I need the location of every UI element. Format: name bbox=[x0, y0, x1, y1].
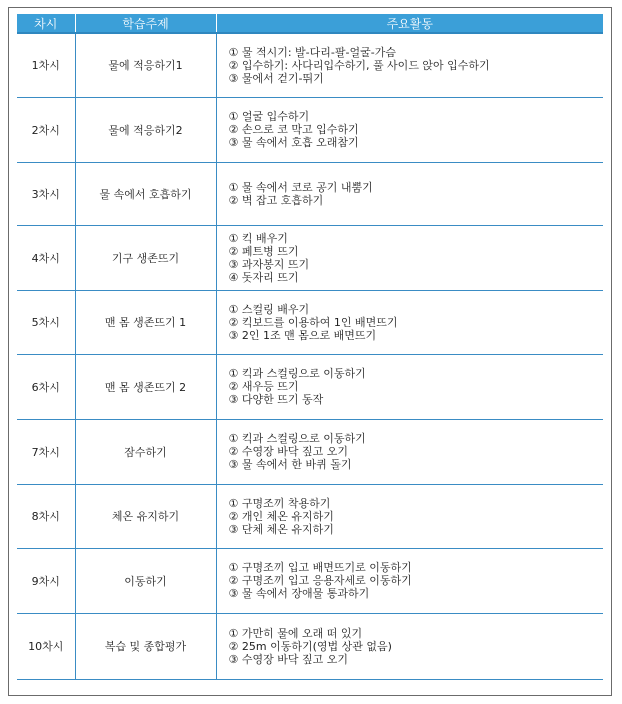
activities-cell bbox=[216, 33, 603, 97]
topic-cell: 맨 몸 생존뜨기 1 bbox=[75, 290, 216, 354]
topic-cell: 물 속에서 호흡하기 bbox=[75, 162, 216, 225]
activity-item: ③ 물 속에서 호흡 오래참기 bbox=[228, 136, 359, 149]
activity-item: ② 개인 체온 유지하기 bbox=[228, 509, 334, 523]
topic-cell: 잠수하기 bbox=[75, 419, 216, 484]
topic-cell: 물에 적응하기2 bbox=[75, 97, 216, 162]
topic-cell: 맨 몸 생존뜨기 2 bbox=[75, 354, 216, 419]
activity-item: ① 킥과 스컬링으로 이동하기 bbox=[228, 367, 366, 380]
topic-cell: 기구 생존뜨기 bbox=[75, 225, 216, 290]
activity-item: ① 얼굴 입수하기 bbox=[228, 110, 310, 123]
session-cell: 7차시 bbox=[17, 419, 75, 484]
table-row bbox=[17, 354, 603, 419]
activity-item: ② 벽 잡고 호흡하기 bbox=[228, 193, 324, 207]
activity-item: ② 킥보드를 이용하여 1인 배면뜨기 bbox=[228, 315, 398, 329]
session-cell: 2차시 bbox=[17, 97, 75, 162]
table-row bbox=[17, 97, 603, 162]
topic-cell: 복습 및 종합평가 bbox=[75, 613, 216, 679]
header-session: 차시 bbox=[17, 14, 75, 33]
topic-cell: 체온 유지하기 bbox=[75, 484, 216, 548]
table-row bbox=[17, 484, 603, 548]
activity-item: ③ 과자봉지 뜨기 bbox=[228, 257, 310, 271]
activity-item: ② 수영장 바닥 짚고 오기 bbox=[228, 445, 348, 458]
table-row bbox=[17, 33, 603, 97]
activity-item: ③ 물 속에서 장애물 통과하기 bbox=[228, 587, 370, 600]
activity-item: ② 구명조끼 입고 응용자세로 이동하기 bbox=[228, 574, 412, 587]
activities-cell bbox=[216, 419, 603, 484]
session-cell: 3차시 bbox=[17, 162, 75, 225]
header-activities: 주요활동 bbox=[216, 14, 603, 33]
activity-item: ① 물 속에서 코로 공기 내뿜기 bbox=[228, 180, 373, 194]
table-row bbox=[17, 419, 603, 484]
activity-item: ② 새우등 뜨기 bbox=[228, 380, 299, 393]
swim-lesson-schedule-table bbox=[17, 14, 603, 680]
activities-cell bbox=[216, 484, 603, 548]
activities-cell bbox=[216, 290, 603, 354]
activity-item: ② 25m 이동하기(영법 상관 없음) bbox=[228, 639, 392, 653]
activity-item: ① 물 적시기: 발-다리-팔-얼굴-가슴 bbox=[228, 45, 396, 59]
session-cell: 4차시 bbox=[17, 225, 75, 290]
activities-cell bbox=[216, 613, 603, 679]
activity-item: ③ 수영장 바닥 짚고 오기 bbox=[228, 652, 348, 666]
activity-item: ③ 물 속에서 한 바퀴 돌기 bbox=[228, 458, 352, 471]
activity-item: ② 페트병 뜨기 bbox=[228, 244, 299, 258]
activity-item: ① 구명조끼 착용하기 bbox=[228, 496, 331, 510]
activity-item: ③ 단체 체온 유지하기 bbox=[228, 522, 334, 536]
activity-item: ② 손으로 코 막고 입수하기 bbox=[228, 123, 359, 136]
topic-cell: 물에 적응하기1 bbox=[75, 33, 216, 97]
session-cell: 8차시 bbox=[17, 484, 75, 548]
session-cell: 9차시 bbox=[17, 548, 75, 613]
activities-cell bbox=[216, 225, 603, 290]
topic-cell: 이동하기 bbox=[75, 548, 216, 613]
activity-item: ① 가만히 물에 오래 떠 있기 bbox=[228, 626, 363, 640]
activity-item: ① 킥 배우기 bbox=[228, 231, 288, 245]
activity-item: ① 구명조끼 입고 배면뜨기로 이동하기 bbox=[228, 561, 412, 574]
session-cell: 10차시 bbox=[17, 613, 75, 679]
activities-cell bbox=[216, 97, 603, 162]
table-row bbox=[17, 613, 603, 679]
activity-item: ③ 2인 1조 맨 몸으로 배면뜨기 bbox=[228, 328, 377, 342]
session-cell: 1차시 bbox=[17, 33, 75, 97]
activities-cell bbox=[216, 162, 603, 225]
activity-item: ③ 물에서 걷기-뛰기 bbox=[228, 71, 324, 85]
activity-item: ① 킥과 스컬링으로 이동하기 bbox=[228, 432, 366, 445]
activity-item: ② 입수하기: 사다리입수하기, 풀 사이드 앉아 입수하기 bbox=[228, 58, 490, 72]
table-row bbox=[17, 225, 603, 290]
table-row bbox=[17, 162, 603, 225]
header-topic: 학습주제 bbox=[75, 14, 216, 33]
activities-cell bbox=[216, 548, 603, 613]
activities-cell bbox=[216, 354, 603, 419]
activity-item: ③ 다양한 뜨기 동작 bbox=[228, 393, 324, 406]
session-cell: 6차시 bbox=[17, 354, 75, 419]
session-cell: 5차시 bbox=[17, 290, 75, 354]
activity-item: ① 스컬링 배우기 bbox=[228, 302, 310, 316]
table-header-row bbox=[17, 14, 603, 33]
table-row bbox=[17, 290, 603, 354]
table-row bbox=[17, 548, 603, 613]
activity-item: ④ 돗자리 뜨기 bbox=[228, 270, 299, 284]
